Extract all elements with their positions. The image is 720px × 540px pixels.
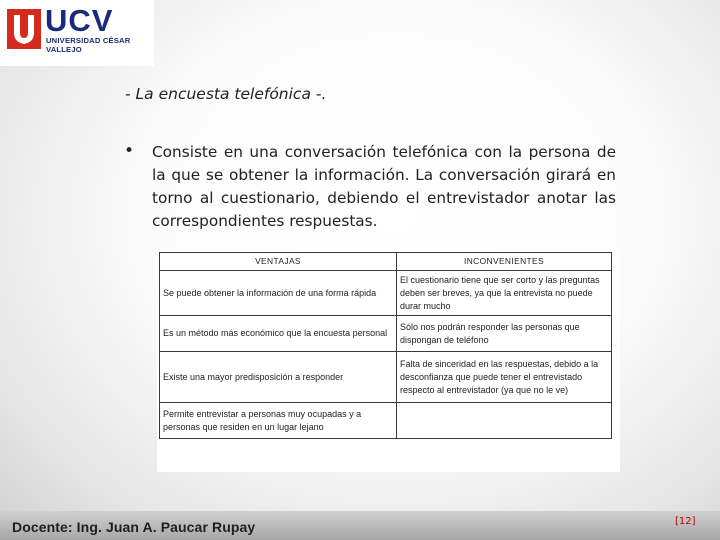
table-row <box>160 316 612 352</box>
page-number: [12] <box>675 516 696 527</box>
logo-subtitle: UNIVERSIDAD CÉSAR VALLEJO <box>46 36 131 54</box>
table-header-row <box>160 253 612 271</box>
table-cell: Permite entrevistar a personas muy ocupadas y a personas que residen en un lugar lejano <box>160 403 397 439</box>
table-cell: Es un método más económico que la encuesta personal <box>160 316 397 352</box>
table-cell: Sólo nos podrán responder las personas que dispongan de teléfono <box>397 316 612 352</box>
comparison-table-image <box>157 250 620 472</box>
table-cell: Existe una mayor predisposición a responder <box>160 352 397 403</box>
header-ventajas: VENTAJAS <box>160 253 397 271</box>
bullet-marker: • <box>124 141 135 161</box>
header-inconvenientes: INCONVENIENTES <box>397 253 612 271</box>
table-row <box>160 403 612 439</box>
table-row <box>160 352 612 403</box>
footer-bar <box>0 511 720 540</box>
table-cell <box>397 403 612 439</box>
table-row <box>160 271 612 316</box>
table-cell: Falta de sinceridad en las respuestas, debido a la desconfianza que puede tener el entrevistado respecto al entrevistador (ya que no le ve) <box>397 352 612 403</box>
table-cell: El cuestionario tiene que ser corto y las preguntas deben ser breves, ya que la entrevista no puede durar mucho <box>397 271 612 316</box>
slide-subtitle: - La encuesta telefónica -. <box>125 85 327 103</box>
table-cell: Se puede obtener la información de una forma rápida <box>160 271 397 316</box>
ucv-crest-icon <box>7 9 41 49</box>
bullet-text: Consiste en una conversación telefónica con la persona de la que se obtener la información. La conversación girará en torno al cuestionario, debiendo el entrevistador anotar las correspondientes respuestas. <box>152 143 616 230</box>
university-logo <box>0 0 154 66</box>
logo-title: UCV <box>45 3 114 38</box>
docente-label: Docente: Ing. Juan A. Paucar Rupay <box>12 519 256 535</box>
comparison-table <box>159 252 612 439</box>
